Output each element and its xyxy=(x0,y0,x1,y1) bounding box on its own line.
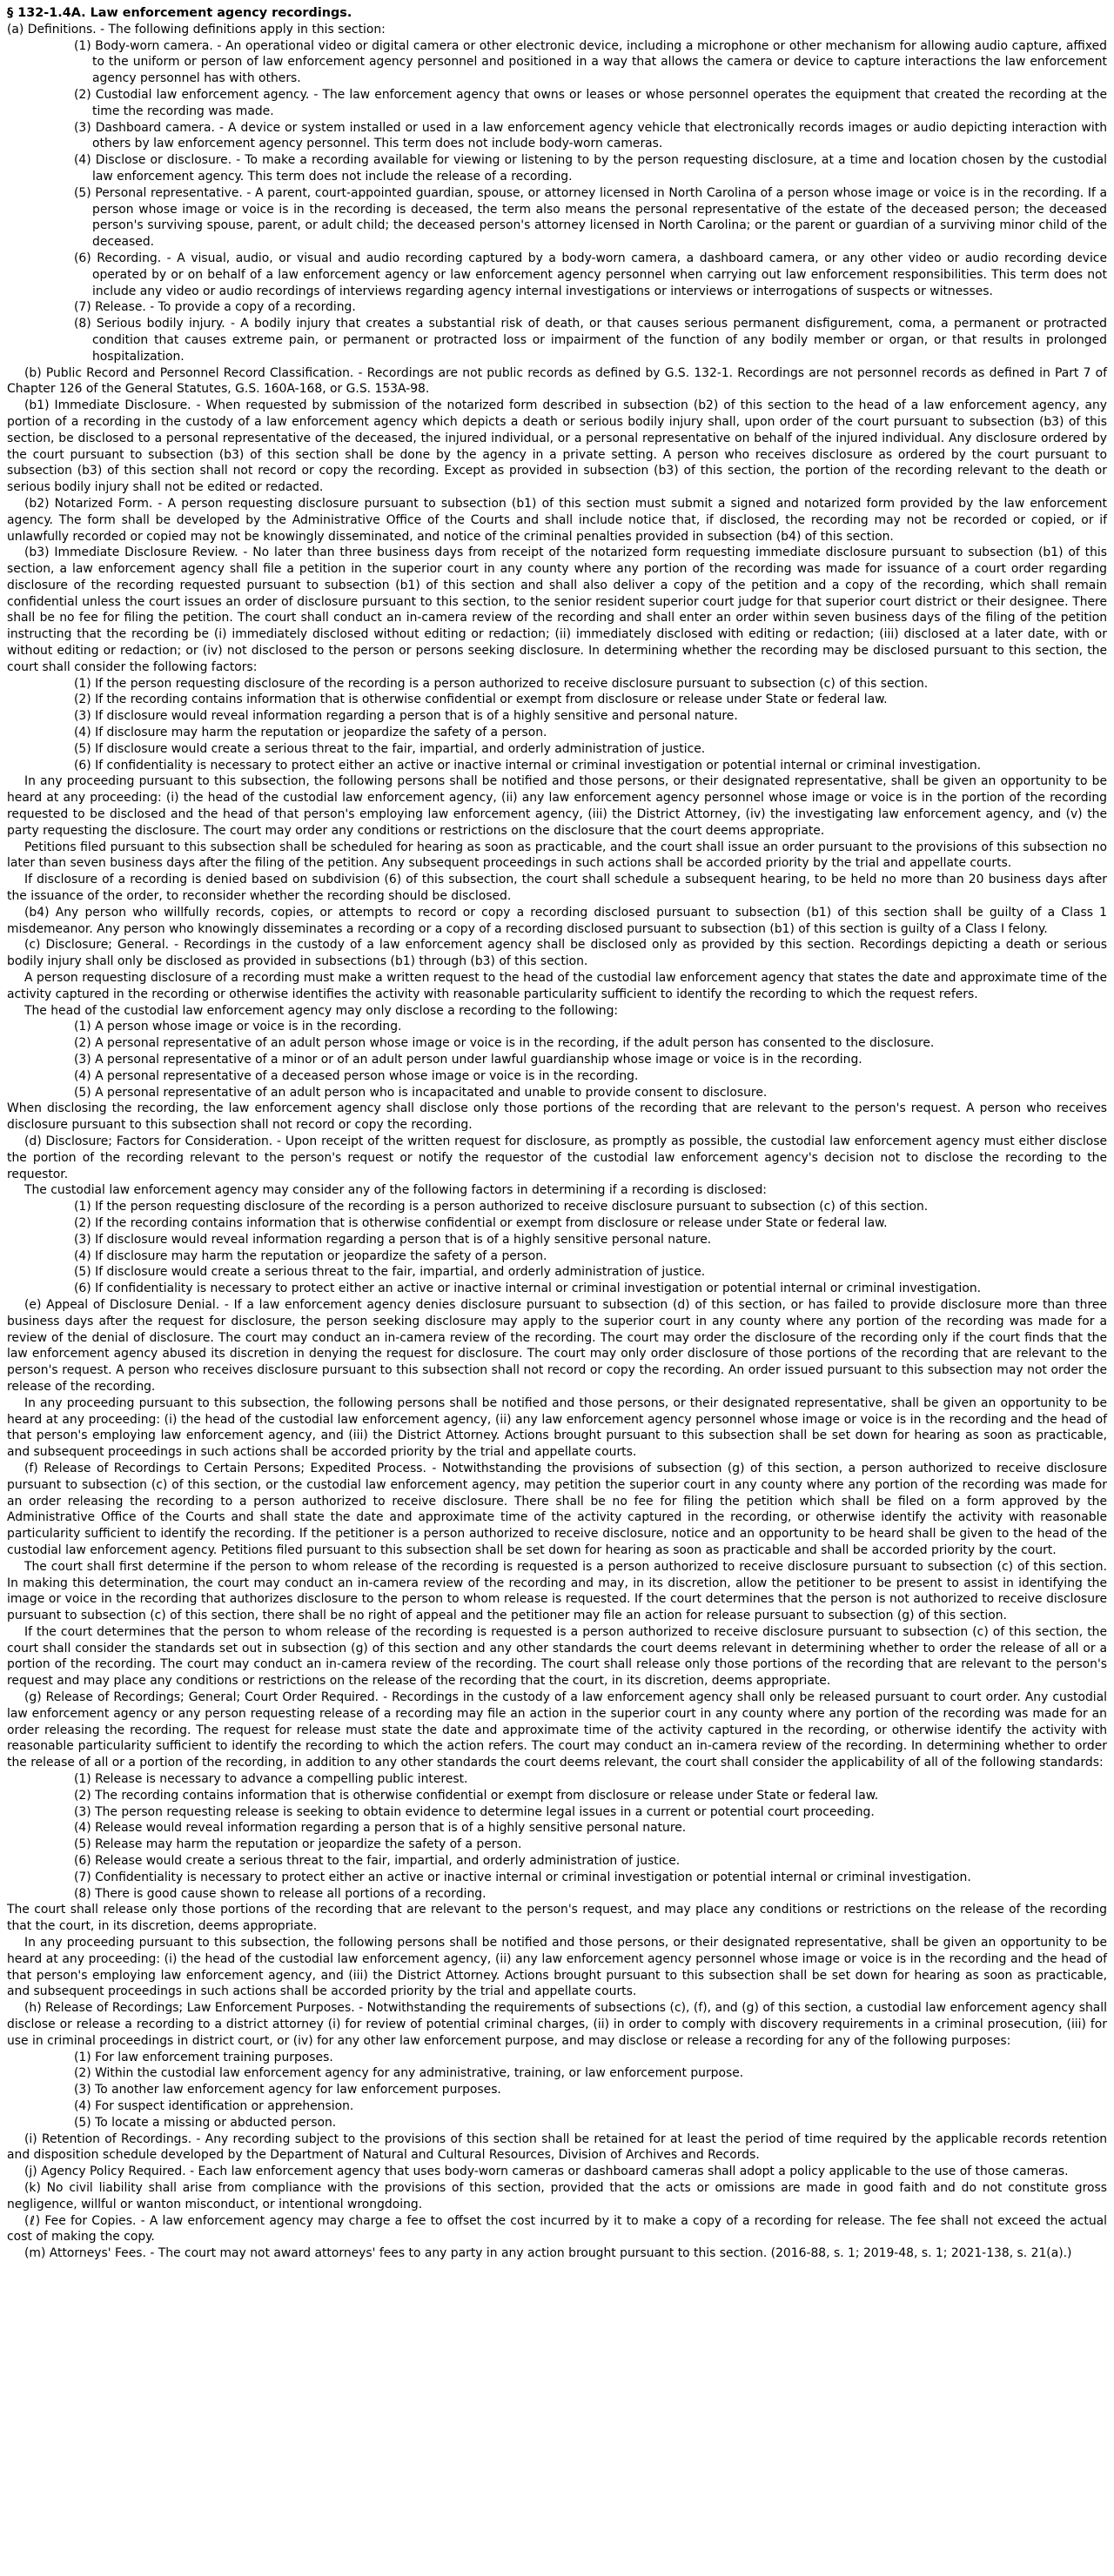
paragraph: The head of the custodial law enforcement agency may only disclose a recording to the following: xyxy=(24,1003,619,1018)
paragraph: (k) No civil liability shall arise from compliance with the provisions of this section, provided that the acts or omissions are made in good faith and do not constitute gross negligence, willful or wanton misconduct, or intentional wrongdoing. xyxy=(7,2180,1107,2211)
list-item: (2) Within the custodial law enforcement agency for any administrative, training, or law enforcement purpose. xyxy=(74,2066,744,2081)
list-item: (5) A personal representative of an adult person who is incapacitated and unable to provide consent to disclosure. xyxy=(74,1085,768,1100)
list-item: (1) A person whose image or voice is in the recording. xyxy=(74,1020,402,1034)
list-item: (3) The person requesting release is seeking to obtain evidence to determine legal issues in a current or potential court proceeding. xyxy=(74,1804,875,1819)
statute-body xyxy=(7,22,1107,2262)
list-item: (8) Serious bodily injury. - A bodily injury that creates a substantial risk of death, or that causes serious permanent disfigurement, coma, a permanent or protracted condition that causes extreme pain, or permanent or protracted loss or impairment of the function of any bodily member or organ, or that results in prolonged hospitalization. xyxy=(74,317,1107,364)
paragraph: The court shall release only those portions of the recording that are relevant to the person's request, and may place any conditions or restrictions on the release of the recording that the court, in its discretion, deems appropriate. xyxy=(7,1903,1107,1934)
list-item: (2) A personal representative of an adult person whose image or voice is in the recording, if the adult person has consented to the disclosure. xyxy=(74,1036,935,1051)
paragraph: (i) Retention of Recordings. - Any recording subject to the provisions of this section shall be retained for at least the period of time required by the applicable records retention and disposition schedule developed by the Department of Natural and Cultural Resources, Division of Archives and Records. xyxy=(7,2131,1107,2163)
list-item: (4) A personal representative of a deceased person whose image or voice is in the recording. xyxy=(74,1068,639,1083)
paragraph: (ℓ) Fee for Copies. - A law enforcement agency may charge a fee to offset the cost incurred by it to make a copy of a recording for release. The fee shall not exceed the actual cost of making the copy. xyxy=(7,2213,1107,2245)
list-item: (6) Release would create a serious threat to the fair, impartial, and orderly administration of justice. xyxy=(74,1854,681,1869)
list-item: (3) If disclosure would reveal information regarding a person that is of a highly sensitive and personal nature. xyxy=(74,709,738,724)
paragraph: The custodial law enforcement agency may consider any of the following factors in determining if a recording is disclosed: xyxy=(24,1183,767,1198)
paragraph: (m) Attorneys' Fees. - The court may not award attorneys' fees to any party in any action brought pursuant to this section. (2016-88, s. 1; 2019-48, s. 1; 2021-138, s. 21(a).) xyxy=(24,2246,1072,2261)
paragraph: (b) Public Record and Personnel Record Classification. - Recordings are not public records as defined by G.S. 132-1. Recordings are not personnel records as defined in Part 7 of Chapter 126 of the General Statutes, G.S. 160A-168, or G.S. 153A-98. xyxy=(7,365,1107,397)
paragraph: (g) Release of Recordings; General; Court Order Required. - Recordings in the custody of a law enforcement agency shall only be released pursuant to court order. Any custodial law enforcement agency or any person requesting release of a recording may file an action in the superior court in any county where any portion of the recording was made for an order releasing the recording. The request for release must state the date and approximate time of the activity captured in the recording, or otherwise identify the activity with reasonable particularity sufficient to identify the recording to which the action refers. The court may conduct an in-camera review of the recording. In determining whether to order the release of all or a portion of the recording, in addition to any other standards the court deems relevant, the court shall consider the applicability of all of the following standards: xyxy=(7,1690,1107,1770)
list-item: (4) For suspect identification or apprehension. xyxy=(74,2099,354,2113)
list-item: (3) To another law enforcement agency for law enforcement purposes. xyxy=(74,2083,501,2098)
list-item: (1) If the person requesting disclosure of the recording is a person authorized to receive disclosure pursuant to subsection (c) of this section. xyxy=(74,1200,929,1214)
list-item: (3) If disclosure would reveal information regarding a person that is of a highly sensitive personal nature. xyxy=(74,1232,712,1247)
statute-title: § 132-1.4A. Law enforcement agency recordings. xyxy=(7,6,352,20)
paragraph: (a) Definitions. - The following definitions apply in this section: xyxy=(7,22,386,37)
list-item: (4) If disclosure may harm the reputation or jeopardize the safety of a person. xyxy=(74,726,547,740)
paragraph: (h) Release of Recordings; Law Enforcement Purposes. - Notwithstanding the requirements of subsections (c), (f), and (g) of this section, a custodial law enforcement agency shall disclose or release a recording to a district attorney (i) for review of potential criminal charges, (ii) in order to comply with discovery requirements in a criminal prosecution, (iii) for use in criminal proceedings in district court, or (iv) for any other law enforcement purpose, and may disclose or release a recording for any of the following purposes: xyxy=(7,2001,1107,2048)
paragraph: If disclosure of a recording is denied based on subdivision (6) of this subsection, the court shall schedule a subsequent hearing, to be held no more than 20 business days after the issuance of the order, to reconsider whether the recording should be disclosed. xyxy=(7,873,1107,904)
paragraph: (f) Release of Recordings to Certain Persons; Expedited Process. - Notwithstanding the provisions of subsection (g) of this section, a person authorized to receive disclosure pursuant to subsection (c) of this section, or the custodial law enforcement agency, may petition the superior court in any county where any portion of the recording was made for an order releasing the recording to a person authorized to receive disclosure. There shall be no fee for filing the petition which shall be filed on a form approved by the Administrative Office of the Courts and shall state the date and approximate time of the activity captured in the recording, or otherwise identify the activity with reasonable particularity sufficient to identify the recording. If the petitioner is a person authorized to receive disclosure, notice and an opportunity to be heard shall be given to the head of the custodial law enforcement agency. Petitions filed pursuant to this subsection shall be set down for hearing as soon as practicable and shall be accorded priority by the court. xyxy=(7,1461,1107,1557)
list-item: (6) If confidentiality is necessary to protect either an active or inactive internal or criminal investigation or potential internal or criminal investigation. xyxy=(74,758,982,773)
paragraph: (e) Appeal of Disclosure Denial. - If a law enforcement agency denies disclosure pursuant to subsection (d) of this section, or has failed to provide disclosure more than three business days after the request for disclosure, the person seeking disclosure may apply to the superior court in any county where any portion of the recording was made for a review of the denial of disclosure. The court may conduct an in-camera review of the recording. The court may order the disclosure of the recording only if the court finds that the law enforcement agency abused its discretion in denying the request for disclosure. The court may only order disclosure of those portions of the recording that are relevant to the person's request. A person who receives disclosure pursuant to this subsection shall not record or copy the recording. An order issued pursuant to this subsection may not order the release of the recording. xyxy=(7,1297,1107,1394)
list-item: (8) There is good cause shown to release all portions of a recording. xyxy=(74,1886,487,1901)
paragraph: In any proceeding pursuant to this subsection, the following persons shall be notified and those persons, or their designated representative, shall be given an opportunity to be heard at any proceeding: (i) the head of the custodial law enforcement agency, (ii) any law enforcement agency personnel whose image or voice is in the recording and the head of that person's employing law enforcement agency, and (iii) the District Attorney. Actions brought pursuant to this subsection shall be set down for hearing as soon as practicable, and subsequent proceedings in such actions shall be accorded priority by the trial and appellate courts. xyxy=(7,1395,1107,1460)
paragraph: (b3) Immediate Disclosure Review. - No later than three business days from receipt of the notarized form requesting immediate disclosure pursuant to subsection (b1) of this section, a law enforcement agency shall file a petition in the superior court in any county where any portion of the recording was made for issuance of a court order regarding disclosure of the recording requested pursuant to subsection (b1) of this section and shall also deliver a copy of the petition and a copy of the recording, which shall remain confidential unless the court issues an order of disclosure pursuant to this section, to the senior resident superior court judge for that superior court district or their designee. There shall be no fee for filing the petition. The court shall conduct an in-camera review of the recording and shall enter an order within seven business days of the filing of the petition instructing that the recording be (i) immediately disclosed without editing or redaction; (ii) immediately disclosed with editing or redaction; (iii) disclosed at a later date, with or without editing or redaction; or (iv) not disclosed to the person or persons seeking disclosure. In determining whether the recording may be disclosed pursuant to this section, the court shall consider the following factors: xyxy=(7,545,1107,674)
paragraph: (b2) Notarized Form. - A person requesting disclosure pursuant to subsection (b1) of this section must submit a signed and notarized form provided by the law enforcement agency. The form shall be developed by the Administrative Office of the Courts and shall include notice that, if disclosed, the recording may not be recorded or copied, or if unlawfully recorded or copied may not be knowingly disseminated, and notice of the criminal penalties provided in subsection (b4) of this section. xyxy=(7,496,1107,544)
list-item: (5) If disclosure would create a serious threat to the fair, impartial, and orderly administration of justice. xyxy=(74,1265,706,1280)
list-item: (2) If the recording contains information that is otherwise confidential or exempt from disclosure or release under State or federal law. xyxy=(74,1215,888,1230)
list-item: (7) Release. - To provide a copy of a recording. xyxy=(74,300,356,315)
list-item: (1) For law enforcement training purposes. xyxy=(74,2050,333,2064)
paragraph: The court shall first determine if the person to whom release of the recording is requested is a person authorized to receive disclosure pursuant to subsection (c) of this section. In making this determination, the court may conduct an in-camera review of the recording and may, in its discretion, allow the petitioner to be present to assist in identifying the image or voice in the recording that authorizes disclosure to the person to whom release is requested. If the court determines that the person is not authorized to receive disclosure pursuant to subsection (c) of this section, there shall be no right of appeal and the petitioner may file an action for release pursuant to subsection (g) of this section. xyxy=(7,1559,1107,1623)
list-item: (4) Release would reveal information regarding a person that is of a highly sensitive personal nature. xyxy=(74,1821,687,1836)
paragraph: Petitions filed pursuant to this subsection shall be scheduled for hearing as soon as practicable, and the court shall issue an order pursuant to the provisions of this subsection no later than seven business days after the filing of the petition. Any subsequent proceedings in such actions shall be accorded priority by the trial and appellate courts. xyxy=(7,840,1107,871)
paragraph: (b1) Immediate Disclosure. - When requested by submission of the notarized form described in subsection (b2) of this section to the head of a law enforcement agency, any portion of a recording in the custody of a law enforcement agency which depicts a death or serious bodily injury shall, upon order of the court pursuant to subsection (b3) of this section, be disclosed to a personal representative of the deceased, the injured individual, or a personal representative on behalf of the injured individual. Any disclosure ordered by the court pursuant to subsection (b3) of this section shall be done by the agency in a private setting. A person who receives disclosure as ordered by the court pursuant to subsection (b3) of this section shall not record or copy the recording. Except as provided in subsection (b3) of this section, the portion of the recording relevant to the death or serious bodily injury shall not be edited or redacted. xyxy=(7,398,1107,495)
list-item: (2) The recording contains information that is otherwise confidential or exempt from disclosure or release under State or federal law. xyxy=(74,1788,879,1803)
list-item: (2) If the recording contains information that is otherwise confidential or exempt from disclosure or release under State or federal law. xyxy=(74,693,888,707)
list-item: (5) If disclosure would create a serious threat to the fair, impartial, and orderly administration of justice. xyxy=(74,741,706,756)
list-item: (1) If the person requesting disclosure of the recording is a person authorized to receive disclosure pursuant to subsection (c) of this section. xyxy=(74,676,929,691)
paragraph: When disclosing the recording, the law enforcement agency shall disclose only those portions of the recording that are relevant to the person's request. A person who receives disclosure pursuant to this subsection shall not record or copy the recording. xyxy=(7,1101,1107,1133)
paragraph: If the court determines that the person to whom release of the recording is requested is a person authorized to receive disclosure pursuant to subsection (c) of this section, the court shall consider the standards set out in subsection (g) of this section and any other standards the court deems relevant in determining whether to order the release of all or a portion of the recording. The court may conduct an in-camera review of the recording. The court shall release only those portions of the recording that are relevant to the person's request and may place any conditions or restrictions on the release of the recording that the court, in its discretion, deems appropriate. xyxy=(7,1624,1107,1689)
paragraph: In any proceeding pursuant to this subsection, the following persons shall be notified and those persons, or their designated representative, shall be given an opportunity to be heard at any proceeding: (i) the head of the custodial law enforcement agency, (ii) any law enforcement agency personnel whose image or voice is in the recording and the head of that person's employing law enforcement agency, and (iii) the District Attorney. Actions brought pursuant to this subsection shall be set down for hearing as soon as practicable, and subsequent proceedings in such actions shall be accorded priority by the trial and appellate courts. xyxy=(7,1936,1107,1999)
paragraph: (j) Agency Policy Required. - Each law enforcement agency that uses body-worn cameras or dashboard cameras shall adopt a policy applicable to the use of those cameras. xyxy=(24,2165,1069,2179)
list-item: (1) Release is necessary to advance a compelling public interest. xyxy=(74,1772,468,1787)
list-item: (6) Recording. - A visual, audio, or visual and audio recording captured by a body-worn camera, a dashboard camera, or any other video or audio recording device operated by or on behalf of a law enforcement agency or law enforcement agency personnel when carrying out law enforcement responsibilities. This term does not include any video or audio recordings of interviews regarding agency internal investigations or interviews or interrogations of suspects or witnesses. xyxy=(74,251,1107,298)
list-item: (1) Body-worn camera. - An operational video or digital camera or other electronic device, including a microphone or other mechanism for allowing audio capture, affixed to the uniform or person of law enforcement agency personnel and positioned in a way that allows the camera or device to capture interactions the law enforcement agency personnel has with others. xyxy=(74,38,1107,86)
list-item: (4) If disclosure may harm the reputation or jeopardize the safety of a person. xyxy=(74,1248,547,1263)
list-item: (5) To locate a missing or abducted person. xyxy=(74,2115,337,2130)
list-item: (7) Confidentiality is necessary to protect either an active or inactive internal or criminal investigation or potential internal or criminal investigation. xyxy=(74,1870,971,1884)
paragraph: In any proceeding pursuant to this subsection, the following persons shall be notified and those persons, or their designated representative, shall be given an opportunity to be heard at any proceeding: (i) the head of the custodial law enforcement agency, (ii) any law enforcement agency personnel whose image or voice is in the portion of the recording requested to be disclosed and the head of that person's employing law enforcement agency, (iii) the District Attorney, (iv) the investigating law enforcement agency, and (v) the party requesting the disclosure. The court may order any conditions or restrictions on the disclosure that the court deems appropriate. xyxy=(7,774,1107,838)
paragraph: (b4) Any person who willfully records, copies, or attempts to record or copy a recording disclosed pursuant to subsection (b1) of this section shall be guilty of a Class 1 misdemeanor. Any person who knowingly disseminates a recording or a copy of a recording disclosed pursuant to subsection (b1) of this section is guilty of a Class I felony. xyxy=(7,905,1107,936)
list-item: (5) Personal representative. - A parent, court-appointed guardian, spouse, or attorney licensed in North Carolina of a person whose image or voice is in the recording. If a person whose image or voice is in the recording is deceased, the term also means the personal representative of the estate of the deceased person; the deceased person's surviving spouse, parent, or adult child; the deceased person's attorney licensed in North Carolina; or the parent or guardian of a surviving minor child of the deceased. xyxy=(74,185,1107,250)
paragraph: A person requesting disclosure of a recording must make a written request to the head of the custodial law enforcement agency that states the date and approximate time of the activity captured in the recording or otherwise identifies the activity with reasonable particularity sufficient to identify the recording to which the request refers. xyxy=(7,971,1107,1001)
paragraph: (d) Disclosure; Factors for Consideration. - Upon receipt of the written request for disclosure, as promptly as possible, the custodial law enforcement agency must either disclose the portion of the recording relevant to the person's request or notify the requestor of the custodial law enforcement agency's decision not to disclose the recording to the requestor. xyxy=(7,1134,1107,1181)
list-item: (5) Release may harm the reputation or jeopardize the safety of a person. xyxy=(74,1837,522,1852)
list-item: (6) If confidentiality is necessary to protect either an active or inactive internal or criminal investigation or potential internal or criminal investigation. xyxy=(74,1281,982,1296)
list-item: (3) Dashboard camera. - A device or system installed or used in a law enforcement agency vehicle that electronically records images or audio depicting interaction with others by law enforcement agency personnel. This term does not include body-worn cameras. xyxy=(74,120,1107,151)
list-item: (2) Custodial law enforcement agency. - The law enforcement agency that owns or leases or whose personnel operates the equipment that created the recording at the time the recording was made. xyxy=(74,87,1107,118)
paragraph: (c) Disclosure; General. - Recordings in the custody of a law enforcement agency shall be disclosed only as provided by this section. Recordings depicting a death or serious bodily injury shall only be disclosed as provided in subsections (b1) through (b3) of this section. xyxy=(7,938,1107,969)
list-item: (4) Disclose or disclosure. - To make a recording available for viewing or listening to by the person requesting disclosure, at a time and location chosen by the custodial law enforcement agency. This term does not include the release of a recording. xyxy=(74,153,1107,184)
list-item: (3) A personal representative of a minor or of an adult person under lawful guardianship whose image or voice is in the recording. xyxy=(74,1053,862,1067)
